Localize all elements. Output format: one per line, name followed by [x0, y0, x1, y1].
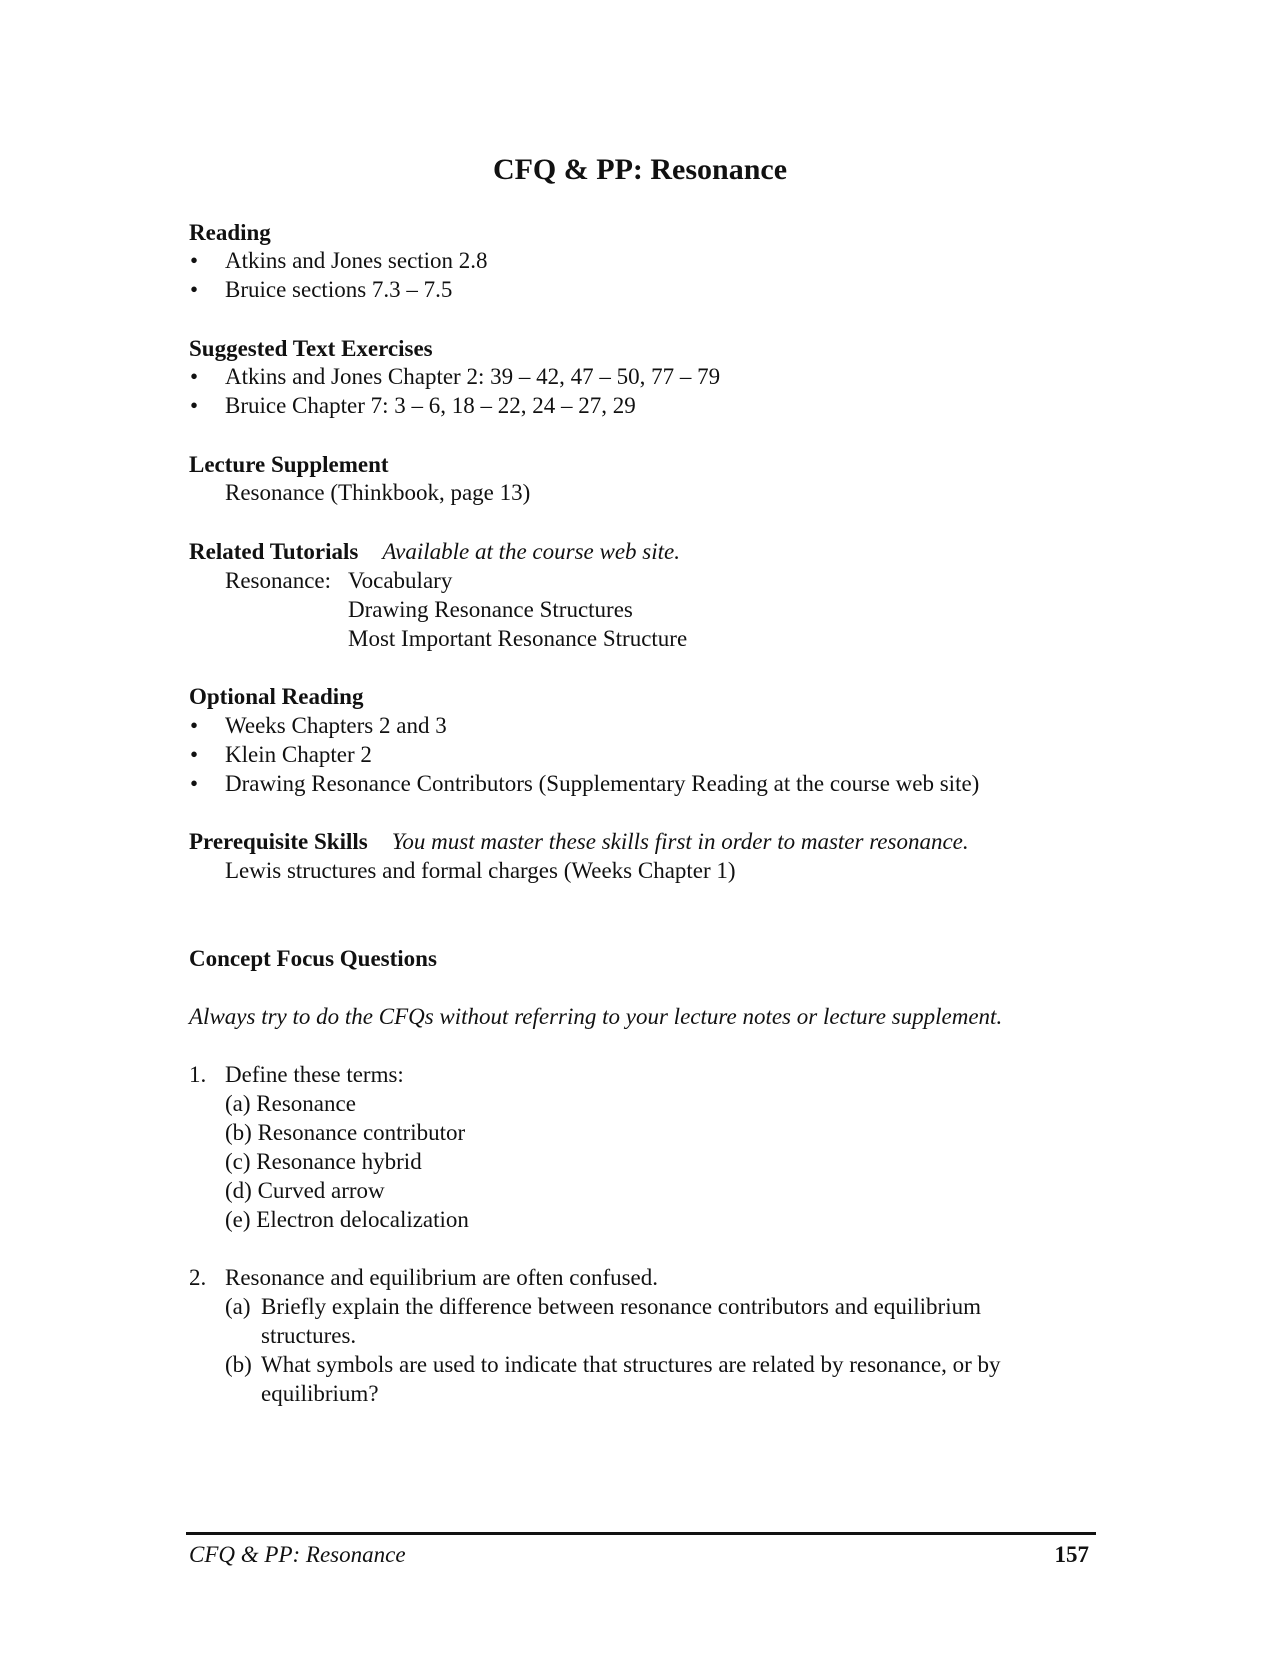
- question-text: Define these terms:: [225, 1062, 404, 1087]
- list-item: Klein Chapter 2: [225, 742, 372, 767]
- prereq-note: You must master these skills first in order to master resonance.: [391, 829, 969, 854]
- optional-heading: Optional Reading: [189, 684, 364, 709]
- question-part: (b) Resonance contributor: [225, 1120, 466, 1145]
- bullet-icon: •: [190, 277, 199, 302]
- lecture-heading: Lecture Supplement: [189, 452, 389, 477]
- cfq-instruction: Always try to do the CFQs without referring to your lecture notes or lecture supplement.: [189, 1004, 1003, 1029]
- question-part: (e) Electron delocalization: [225, 1207, 469, 1232]
- list-item: Atkins and Jones section 2.8: [225, 248, 488, 273]
- list-item: Bruice Chapter 7: 3 – 6, 18 – 22, 24 – 27, 29: [225, 393, 636, 418]
- question-part-label: (b): [225, 1352, 252, 1377]
- question-text: Resonance and equilibrium are often confused.: [225, 1265, 659, 1290]
- prereq-heading: Prerequisite Skills: [189, 829, 368, 854]
- tutorials-prefix: Resonance:: [225, 568, 332, 593]
- footer-rule: [186, 1532, 1096, 1535]
- lecture-text: Resonance (Thinkbook, page 13): [225, 480, 531, 505]
- tutorials-note: Available at the course web site.: [382, 539, 680, 564]
- prereq-text: Lewis structures and formal charges (Weeks Chapter 1): [225, 858, 736, 883]
- bullet-icon: •: [190, 771, 199, 796]
- tutorials-header: [189, 537, 680, 566]
- tutorials-heading: Related Tutorials: [189, 539, 359, 564]
- exercises-heading: Suggested Text Exercises: [189, 336, 433, 361]
- bullet-icon: •: [190, 393, 199, 418]
- question-number: 1.: [189, 1062, 207, 1087]
- bullet-icon: •: [190, 248, 199, 273]
- question-part: (a) Resonance: [225, 1091, 356, 1116]
- bullet-icon: •: [190, 742, 199, 767]
- list-item: Drawing Resonance Contributors (Supplementary Reading at the course web site): [225, 771, 980, 796]
- list-item: Bruice sections 7.3 – 7.5: [225, 277, 453, 302]
- list-item: Weeks Chapters 2 and 3: [225, 713, 447, 738]
- tutorial-link: Vocabulary: [348, 568, 453, 593]
- bullet-icon: •: [190, 364, 199, 389]
- cfq-heading: Concept Focus Questions: [189, 946, 437, 971]
- question-number: 2.: [189, 1265, 207, 1290]
- question-part-continued: structures.: [261, 1323, 357, 1348]
- reading-heading: Reading: [189, 220, 271, 245]
- bullet-icon: •: [190, 713, 199, 738]
- page-title: CFQ & PP: Resonance: [492, 153, 788, 186]
- question-part: (c) Resonance hybrid: [225, 1149, 422, 1174]
- question-part: Briefly explain the difference between resonance contributors and equilibrium: [261, 1294, 981, 1319]
- prereq-header: [189, 827, 969, 856]
- question-part-label: (a): [225, 1294, 251, 1319]
- page-number: 157: [1054, 1542, 1089, 1567]
- tutorial-link: Most Important Resonance Structure: [348, 626, 688, 651]
- question-part: (d) Curved arrow: [225, 1178, 385, 1203]
- question-part-continued: equilibrium?: [261, 1381, 379, 1406]
- tutorial-link: Drawing Resonance Structures: [348, 597, 633, 622]
- footer-title: CFQ & PP: Resonance: [189, 1542, 406, 1567]
- list-item: Atkins and Jones Chapter 2: 39 – 42, 47 – 50, 77 – 79: [225, 364, 721, 389]
- question-part: What symbols are used to indicate that structures are related by resonance, or by: [261, 1352, 1001, 1377]
